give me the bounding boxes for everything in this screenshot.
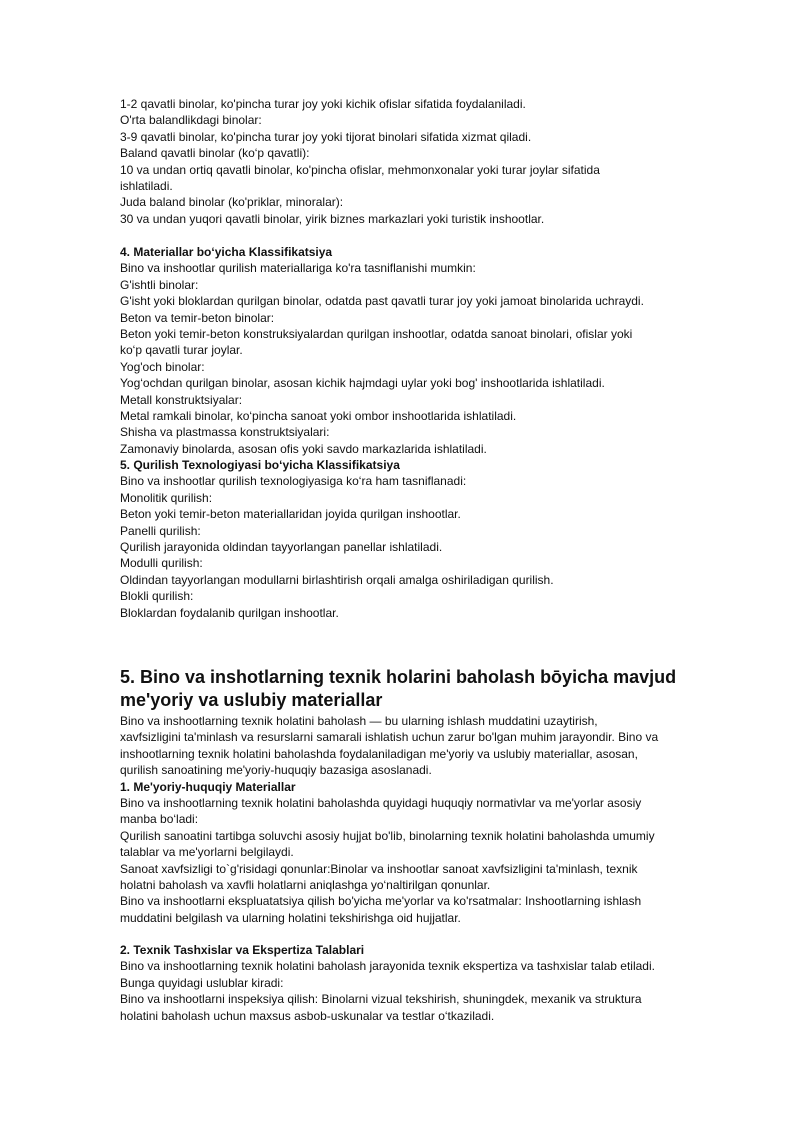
text-line: Monolitik qurilish: (120, 490, 213, 505)
text-line: Oldindan tayyorlangan modullarni birlashtirish orqali amalga oshiriladigan qurilish. (120, 572, 554, 587)
text-line: Zamonaviy binolarda, asosan ofis yoki savdo markazlarida ishlatiladi. (120, 441, 487, 456)
text-line: Beton yoki temir-beton konstruksiyalardan qurilgan inshootlar, odatda sanoat binolari, ofislar yoki (120, 326, 633, 341)
text-line: Metall konstruktsiyalar: (120, 392, 243, 407)
subsection-2-heading: 2. Texnik Tashxislar va Ekspertiza Talablari (120, 943, 365, 957)
building-height-classification-lines (120, 96, 690, 227)
text-line: 3-9 qavatli binolar, ko'pincha turar joy yoki tijorat binolari sifatida xizmat qiladi. (120, 129, 532, 144)
text-line: holatini baholash uchun maxsus asbob-uskunalar va testlar o‘tkaziladi. (120, 1008, 495, 1023)
text-line: muddatini belgilash va ularning holatini tekshirishga oid hujjatlar. (120, 910, 461, 925)
text-line: Bino va inshootlarni inspeksiya qilish: Binolarni vizual tekshirish, shuningdek, mexanik va struktura (120, 992, 642, 1007)
text-line: Bino va inshootlarning texnik holatini baholash — bu ularning ishlash muddatini uzaytirish, (120, 714, 598, 728)
chapter-5-title (120, 666, 690, 712)
text-line: Panelli qurilish: (120, 523, 201, 538)
text-line: G'ishtli binolar: (120, 277, 199, 292)
chapter-title-line: me'yoriy va uslubiy materiallar (120, 690, 383, 710)
text-line: Modulli qurilish: (120, 556, 203, 571)
text-line: manba bo‘ladi: (120, 812, 199, 827)
text-line: Bunga quyidagi uslublar kiradi: (120, 975, 284, 990)
text-line: Beton va temir-beton binolar: (120, 310, 275, 325)
text-line: Qurilish jarayonida oldindan tayyorlangan panellar ishlatiladi. (120, 540, 443, 555)
text-line: inshootlarning texnik holatini baholashda foydalaniladigan me'yoriy va uslubiy materiallar, asosan, (120, 746, 638, 761)
text-line: Juda baland binolar (ko'priklar, minoralar): (120, 195, 344, 210)
text-line: Metal ramkali binolar, ko‘pincha sanoat yoki ombor inshootlarida ishlatiladi. (120, 408, 517, 423)
text-line: Sanoat xavfsizligi to`g'risidagi qonunlar:Binolar va inshootlar sanoat xavfsizligini ta'minlash, texnik (120, 861, 638, 876)
text-line: ko‘p qavatli turar joylar. (120, 343, 243, 358)
text-line: Bino va inshootlarni ekspluatatsiya qilish bo'yicha me'yorlar va ko'rsatmalar: Inshootlarning ishlash (120, 894, 642, 909)
text-line: qurilish sanoatining me'yoriy-huquqiy bazasiga asoslanadi. (120, 763, 432, 778)
subsection-2 (120, 942, 690, 1024)
text-line: Yog‘ochdan qurilgan binolar, asosan kichik hajmdagi uylar yoki bog' inshootlarida ishlatiladi. (120, 376, 605, 391)
text-line: Qurilish sanoatini tartibga soluvchi asosiy hujjat bo'lib, binolarning texnik holatini baholashda umumiy (120, 828, 655, 843)
chapter-5-body (120, 713, 690, 926)
subsection-1-heading: 1. Me'yoriy-huquqiy Materiallar (120, 779, 296, 794)
text-line: Bino va inshootlar qurilish texnologiyasiga ko‘ra ham tasniflanadi: (120, 474, 467, 489)
text-line: talablar va me'yorlarni belgilaydi. (120, 845, 294, 860)
text-line: Bloklardan foydalanib qurilgan inshootlar. (120, 605, 339, 620)
text-line: Beton yoki temir-beton materiallaridan joyida qurilgan inshootlar. (120, 507, 461, 522)
text-line: Bino va inshootlar qurilish materiallariga ko'ra tasniflanishi mumkin: (120, 261, 476, 276)
text-line: 10 va undan ortiq qavatli binolar, ko'pincha ofislar, mehmonxonalar yoki turar joylar sifatida (120, 162, 600, 177)
text-line: Blokli qurilish: (120, 589, 194, 604)
text-line: Bino va inshootlarning texnik holatini baholash jarayonida texnik ekspertiza va tashxislar talab etiladi. (120, 959, 655, 974)
text-line: holatni baholash va xavfli holatlarni aniqlashga yo‘naltirilgan qonunlar. (120, 877, 491, 892)
section-5-heading: 5. Qurilish Texnologiyasi bo‘yicha Klassifikatsiya (120, 458, 400, 473)
text-line: 1-2 qavatli binolar, ko'pincha turar joy yoki kichik ofislar sifatida foydalaniladi. (120, 97, 526, 111)
section-4-materials (120, 244, 690, 621)
text-line: O'rta balandlikdagi binolar: (120, 113, 262, 128)
text-line: G'isht yoki bloklardan qurilgan binolar, odatda past qavatli turar joy yoki jamoat binolarida uchraydi. (120, 294, 644, 309)
section-4-heading: 4. Materiallar bo‘yicha Klassifikatsiya (120, 245, 333, 259)
text-line: Yog'och binolar: (120, 359, 205, 374)
text-line: Bino va inshootlarning texnik holatini baholashda quyidagi huquqiy normativlar va me'yorlar asosiy (120, 795, 642, 810)
text-line: ishlatiladi. (120, 178, 173, 193)
text-line: 30 va undan yuqori qavatli binolar, yirik biznes markazlari yoki turistik inshootlar. (120, 211, 545, 226)
text-line: xavfsizligini ta'minlash va resurslarni samarali ishlatish uchun zarur bo'lgan muhim jarayondir. Bino va (120, 730, 659, 745)
text-line: Shisha va plastmassa konstruktsiyalari: (120, 425, 330, 440)
text-line: Baland qavatli binolar (ko‘p qavatli): (120, 146, 310, 161)
chapter-title-line: 5. Bino va inshotlarning texnik holarini baholash bōyicha mavjud (120, 667, 677, 687)
